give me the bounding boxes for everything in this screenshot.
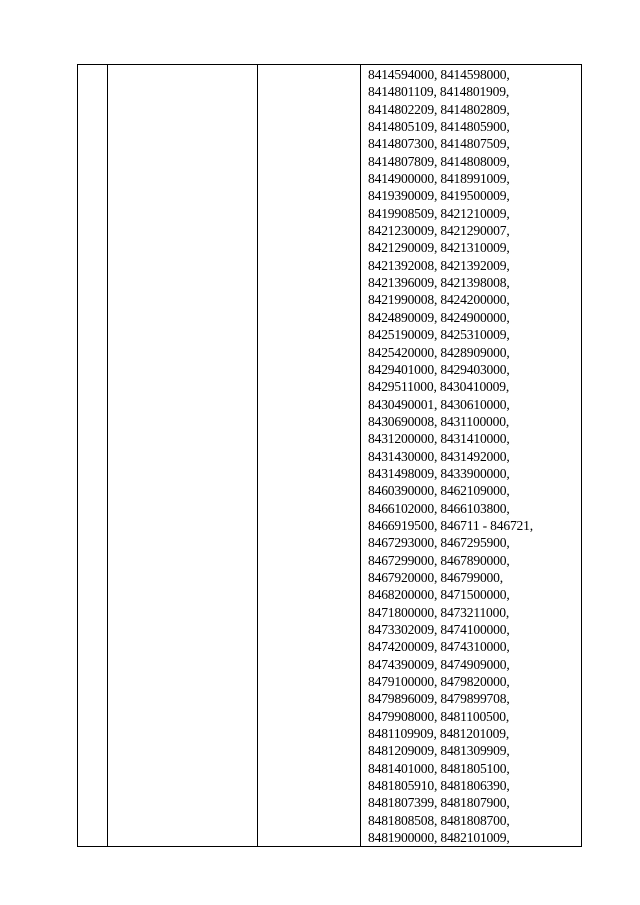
code-line: 8481900000, 8482101009, — [368, 830, 510, 846]
code-line: 8481109909, 8481201009, — [368, 726, 510, 742]
code-line: 8468200000, 8471500000, — [368, 587, 510, 603]
code-line: 8474200009, 8474310000, — [368, 639, 510, 655]
code-line: 8471800000, 8473211000, — [368, 604, 510, 620]
code-line: 8421396009, 8421398008, — [368, 275, 510, 291]
code-line: 8431200000, 8431410000, — [368, 431, 510, 447]
code-line: 8473302009, 8474100000, — [368, 622, 510, 637]
code-line: 8414802209, 8414802809, — [368, 101, 510, 117]
column-divider-3 — [360, 65, 361, 846]
code-line: 8467299000, 8467890000, — [368, 552, 510, 568]
code-line: 8414900000, 8418991009, — [368, 171, 510, 187]
code-line: 8431498009, 8433900000, — [368, 465, 510, 481]
code-line: 8481209009, 8481309909, — [368, 743, 510, 759]
code-line: 8430490001, 8430610000, — [368, 396, 510, 412]
code-line: 8460390000, 8462109000, — [368, 483, 510, 499]
code-line: 8429401000, 8429403000, — [368, 361, 510, 377]
code-line: 8414807300, 8414807509, — [368, 136, 510, 152]
code-line: 8430690008, 8431100000, — [368, 413, 510, 429]
code-line: 8474390009, 8474909000, — [368, 656, 510, 672]
code-line: 8467293000, 8467295900, — [368, 535, 510, 551]
code-line: 8419390009, 8419500009, — [368, 188, 510, 204]
code-line: 8421290009, 8421310009, — [368, 240, 510, 256]
code-line: 8421392008, 8421392009, — [368, 257, 510, 273]
code-line: 8414807809, 8414808009, — [368, 153, 510, 169]
code-line: 8414801109, 8414801909, — [368, 84, 510, 100]
code-line: 8425190009, 8425310009, — [368, 327, 510, 343]
code-line: 8466102000, 8466103800, — [368, 500, 510, 516]
code-line: 8481805910, 8481806390, — [368, 778, 510, 794]
code-line: 8466919500, 846711 - 846721, — [368, 517, 533, 533]
code-line: 8479896009, 8479899708, — [368, 691, 510, 707]
code-line: 8431430000, 8431492000, — [368, 448, 510, 464]
column-divider-1 — [107, 65, 108, 846]
code-line: 8481401000, 8481805100, — [368, 760, 510, 776]
column-divider-2 — [257, 65, 258, 846]
code-line: 8424890009, 8424900000, — [368, 309, 510, 325]
code-line: 8421990008, 8424200000, — [368, 292, 510, 308]
code-line: 8479908000, 8481100500, — [368, 708, 510, 724]
code-line: 8481807399, 8481807900, — [368, 795, 510, 811]
customs-codes-list — [368, 66, 580, 846]
document-table — [77, 64, 582, 847]
code-line: 8481808508, 8481808700, — [368, 812, 510, 828]
code-line: 8479100000, 8479820000, — [368, 674, 510, 690]
code-line: 8414805109, 8414805900, — [368, 119, 510, 135]
code-line: 8414594000, 8414598000, — [368, 67, 510, 82]
code-line: 8429511000, 8430410009, — [368, 379, 510, 395]
code-line: 8419908509, 8421210009, — [368, 205, 510, 221]
code-line: 8467920000, 846799000, — [368, 569, 503, 585]
code-line: 8421230009, 8421290007, — [368, 223, 510, 239]
code-line: 8425420000, 8428909000, — [368, 344, 510, 360]
